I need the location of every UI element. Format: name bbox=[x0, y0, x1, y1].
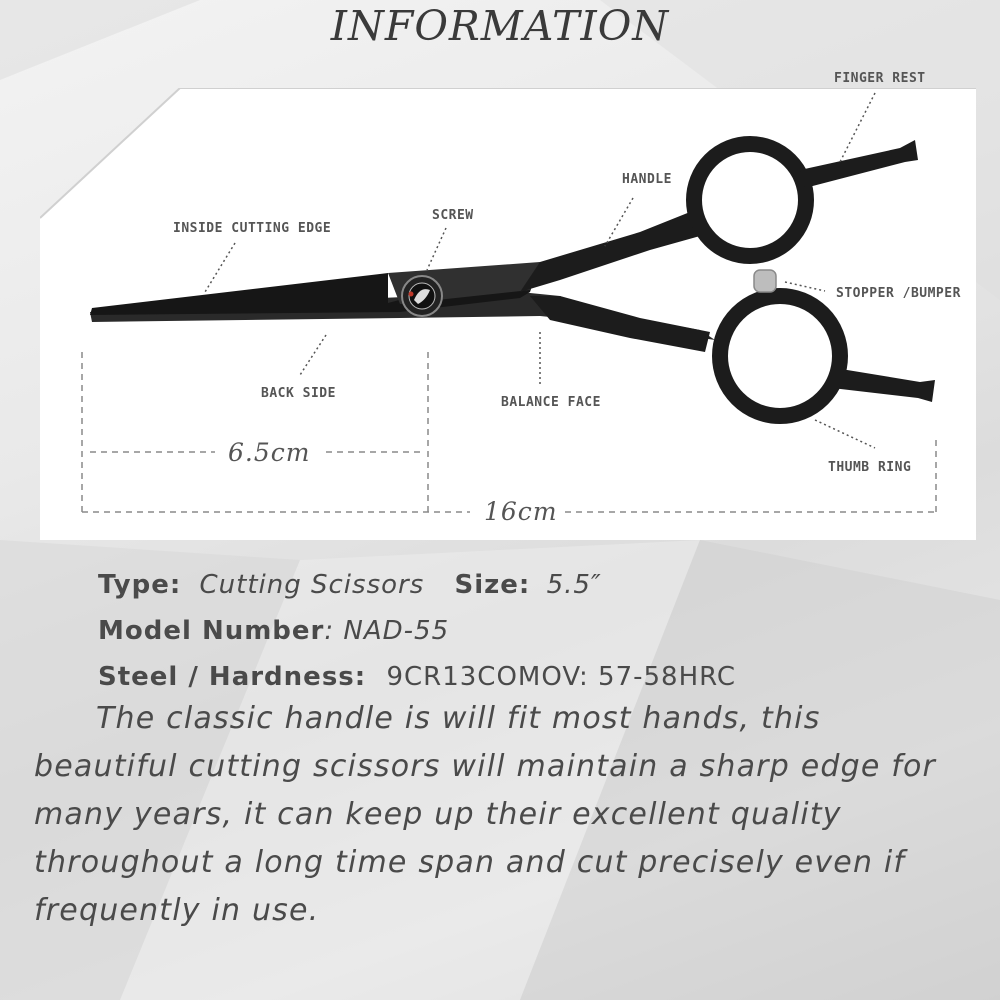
label-handle: HANDLE bbox=[622, 172, 672, 187]
label-finger-rest: FINGER REST bbox=[834, 71, 926, 86]
description-paragraph bbox=[34, 695, 974, 935]
spec-model-value: : NAD-55 bbox=[324, 616, 450, 646]
spec-type-key: Type: bbox=[98, 570, 182, 600]
label-back-side: BACK SIDE bbox=[261, 386, 336, 401]
spec-size-key: Size: bbox=[454, 570, 531, 600]
label-inside-cutting-edge: INSIDE CUTTING EDGE bbox=[173, 221, 332, 236]
dimension-total-length: 16cm bbox=[484, 497, 558, 526]
scissors-image bbox=[90, 140, 935, 416]
label-screw: SCREW bbox=[432, 208, 474, 223]
spec-list bbox=[98, 562, 978, 700]
spec-model bbox=[98, 608, 978, 654]
spec-steel-key: Steel / Hardness: bbox=[98, 662, 367, 692]
description-text: The classic handle is will fit most hands, this beautiful cutting scissors will maintain a sharp edge for many years, it can keep up their excellent quality throughout a long time span and cut precisely even if frequently in use. bbox=[34, 701, 937, 928]
spec-model-key: Model Number bbox=[98, 616, 325, 646]
spec-steel-value: 9CR13COMOV: 57-58HRC bbox=[386, 662, 737, 692]
spec-type-size bbox=[98, 562, 978, 608]
label-balance-face: BALANCE FACE bbox=[501, 395, 601, 410]
spec-size-value: 5.5″ bbox=[546, 570, 602, 600]
spec-type-value: Cutting Scissors bbox=[199, 570, 425, 600]
label-thumb-ring: THUMB RING bbox=[828, 460, 912, 475]
label-stopper-bumper: STOPPER /BUMPER bbox=[836, 286, 961, 301]
dimension-blade-length: 6.5cm bbox=[228, 438, 311, 467]
spec-steel bbox=[98, 654, 978, 700]
page-title: INFORMATION bbox=[330, 2, 670, 50]
